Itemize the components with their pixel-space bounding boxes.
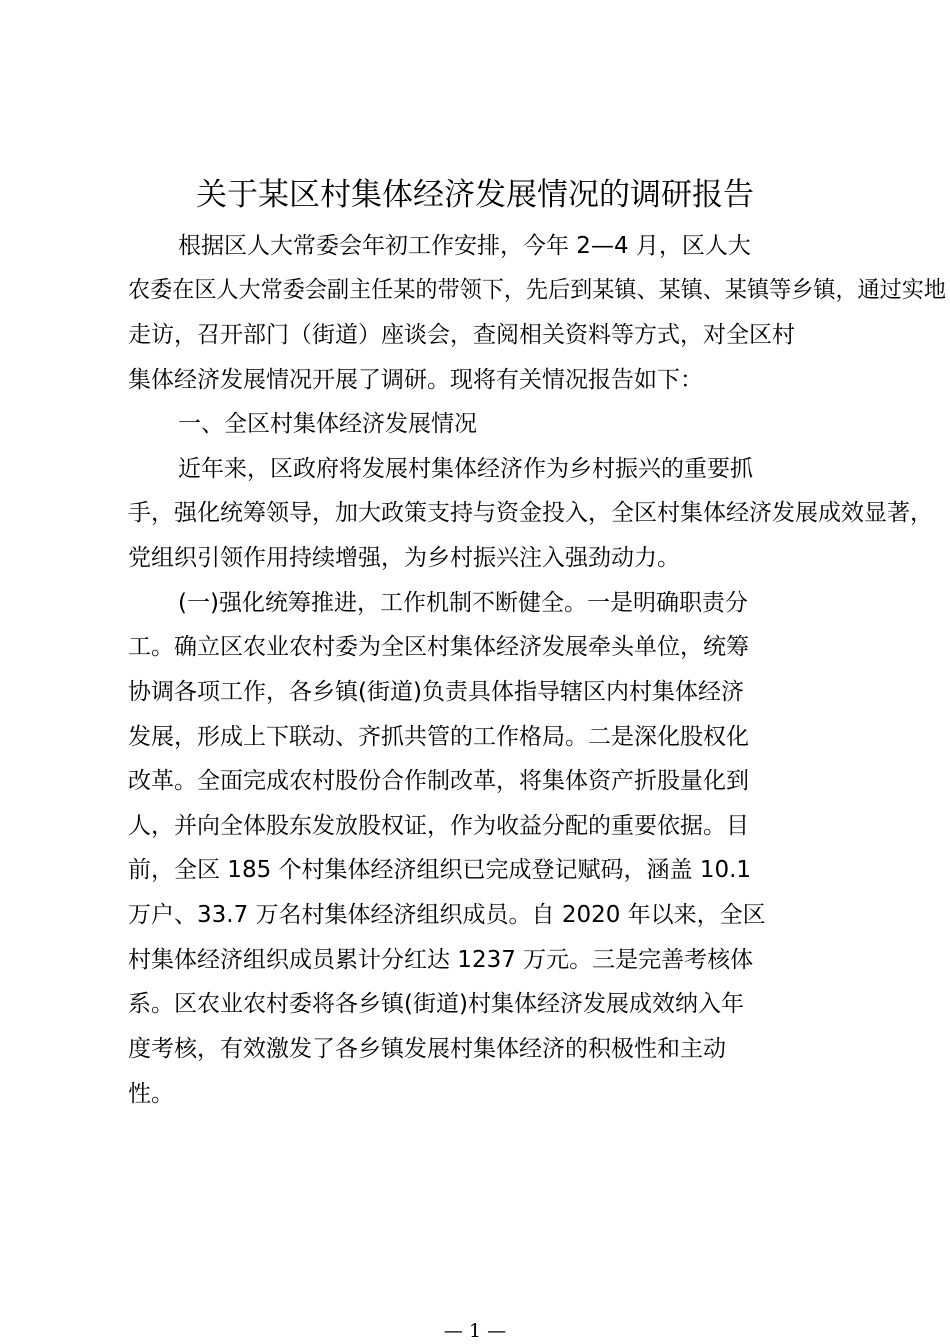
body-line: 人，并向全体股东发放股权证，作为收益分配的重要依据。目 [128,813,749,839]
body-line: 村集体经济组织成员累计分红达 1237 万元。三是完善考核体 [128,947,754,973]
page-number: — 1 — [443,1320,507,1342]
body-line: 系。区农业农村委将各乡镇(街道)村集体经济发展成效纳入年 [128,991,744,1017]
document-title: 关于某区村集体经济发展情况的调研报告 [196,177,754,213]
body-line: 性。 [128,1081,174,1107]
body-line: 发展，形成上下联动、齐抓共管的工作格局。二是深化股权化 [128,724,749,750]
body-line: 走访，召开部门（街道）座谈会，查阅相关资料等方式，对全区村 [128,322,795,348]
body-line: 党组织引领作用持续增强，为乡村振兴注入强劲动力。 [128,545,680,571]
body-line: 改革。全面完成农村股份合作制改革，将集体资产折股量化到 [128,768,749,794]
body-line: 前，全区 185 个村集体经济组织已完成登记赋码，涵盖 10.1 [128,857,752,883]
body-line: 根据区人大常委会年初工作安排，今年 2—4 月，区人大 [178,233,751,259]
body-line: 度考核，有效激发了各乡镇发展村集体经济的积极性和主动 [128,1036,726,1062]
body-line: 集体经济发展情况开展了调研。现将有关情况报告如下： [128,367,703,393]
body-line: 协调各项工作，各乡镇(街道)负责具体指导辖区内村集体经济 [128,679,744,705]
subsection-heading: (一)强化统筹推进，工作机制不断健全。一是明确职责分 [178,590,748,616]
section-heading: 一、全区村集体经济发展情况 [178,411,477,437]
body-line: 农委在区人大常委会副主任某的带领下，先后到某镇、某镇、某镇等乡镇，通过实地 [128,277,946,303]
body-line: 近年来，区政府将发展村集体经济作为乡村振兴的重要抓 [178,456,753,482]
body-line: 万户、33.7 万名村集体经济组织成员。自 2020 年以来，全区 [128,902,766,928]
body-line: 手，强化统筹领导，加大政策支持与资金投入，全区村集体经济发展成效显著， [128,500,933,526]
body-line: 工。确立区农业农村委为全区村集体经济发展牵头单位，统筹 [128,634,749,660]
